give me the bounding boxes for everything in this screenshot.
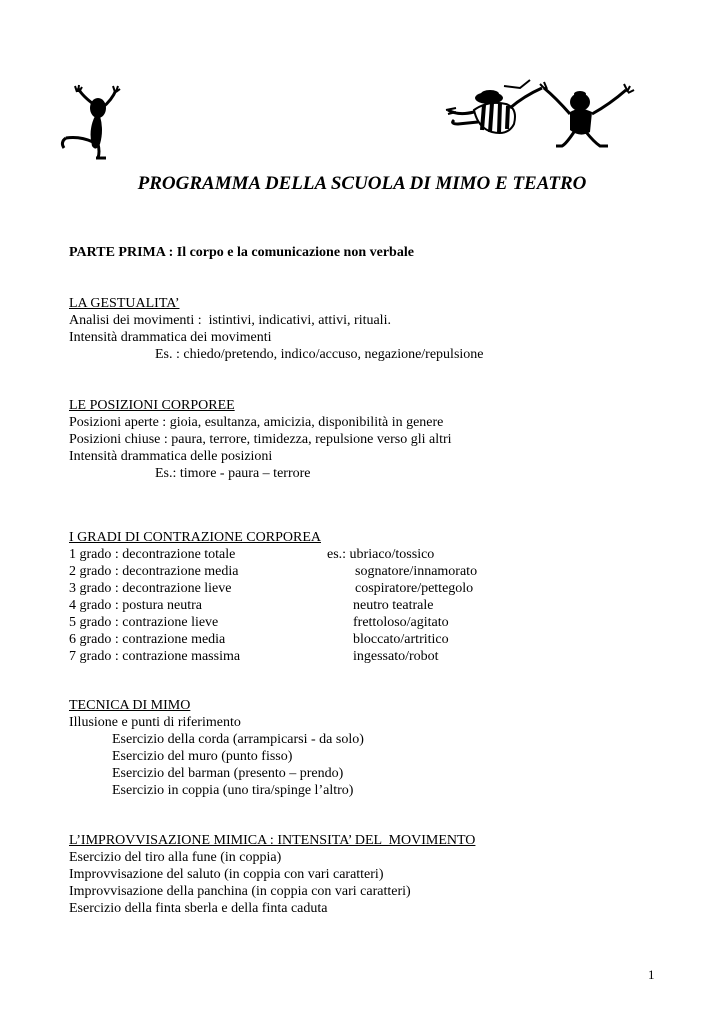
section-heading: LA GESTUALITA’ [69,296,180,311]
section-heading: I GRADI DI CONTRAZIONE CORPOREA [69,530,321,545]
grade-label: 3 grado : decontrazione lieve [69,581,232,596]
text-line: Es. : chiedo/pretendo, indico/accuso, negazione/repulsione [155,347,484,362]
grade-example: ingessato/robot [353,649,439,664]
section-gradi [69,529,529,665]
list-item: Esercizio del barman (presento – prendo) [112,766,344,781]
text-line: Improvvisazione del saluto (in coppia con vari caratteri) [69,867,384,882]
grade-example: bloccato/artritico [353,632,449,647]
grade-row [69,648,529,665]
text-line: Analisi dei movimenti : istintivi, indicativi, attivi, rituali. [69,313,391,328]
section-gestualita [69,295,484,363]
text-line: Intensità drammatica delle posizioni [69,449,273,464]
grade-row [69,546,529,563]
grade-example: frettoloso/agitato [353,615,449,630]
grade-row [69,597,529,614]
grade-example: cospiratore/pettegolo [355,581,474,596]
grade-row [69,563,529,580]
text-line: Esercizio del tiro alla fune (in coppia) [69,850,282,865]
list-item: Esercizio della corda (arrampicarsi - da solo) [112,732,364,747]
text-line: Illusione e punti di riferimento [69,715,241,730]
text-line: Posizioni chiuse : paura, terrore, timidezza, repulsione verso gli altri [69,432,452,447]
grade-label: 4 grado : postura neutra [69,598,202,613]
part-heading: PARTE PRIMA : Il corpo e la comunicazione non verbale [69,245,414,260]
mime-figures-right-icon [444,74,644,154]
text-line: Posizioni aperte : gioia, esultanza, amicizia, disponibilità in genere [69,415,444,430]
mime-figure-left-icon [58,86,128,160]
section-posizioni [69,397,452,482]
list-item: Esercizio in coppia (uno tira/spinge l’altro) [112,783,354,798]
section-heading: TECNICA DI MIMO [69,698,191,713]
text-line: Esercizio della finta sberla e della finta caduta [69,901,328,916]
grade-row [69,614,529,631]
grade-label: 6 grado : contrazione media [69,632,226,647]
grade-example: sognatore/innamorato [355,564,478,579]
section-heading: L’IMPROVVISAZIONE MIMICA : INTENSITA’ DEL MOVIMENTO [69,833,476,848]
grade-example: es.: ubriaco/tossico [327,547,435,562]
grade-example: neutro teatrale [353,598,434,613]
grade-label: 7 grado : contrazione massima [69,649,241,664]
grade-row [69,580,529,597]
section-heading: LE POSIZIONI CORPOREE [69,398,235,413]
page-number: 1 [648,967,655,982]
page-title: PROGRAMMA DELLA SCUOLA DI MIMO E TEATRO [137,173,587,194]
text-line: Improvvisazione della panchina (in coppia con vari caratteri) [69,884,411,899]
grade-row [69,631,529,648]
list-item: Esercizio del muro (punto fisso) [112,749,293,764]
grade-label: 1 grado : decontrazione totale [69,547,236,562]
section-improvvisazione [69,832,475,917]
grade-label: 2 grado : decontrazione media [69,564,239,579]
grade-label: 5 grado : contrazione lieve [69,615,219,630]
text-line: Intensità drammatica dei movimenti [69,330,272,345]
section-tecnica [69,697,364,799]
text-line: Es.: timore - paura – terrore [155,466,311,481]
